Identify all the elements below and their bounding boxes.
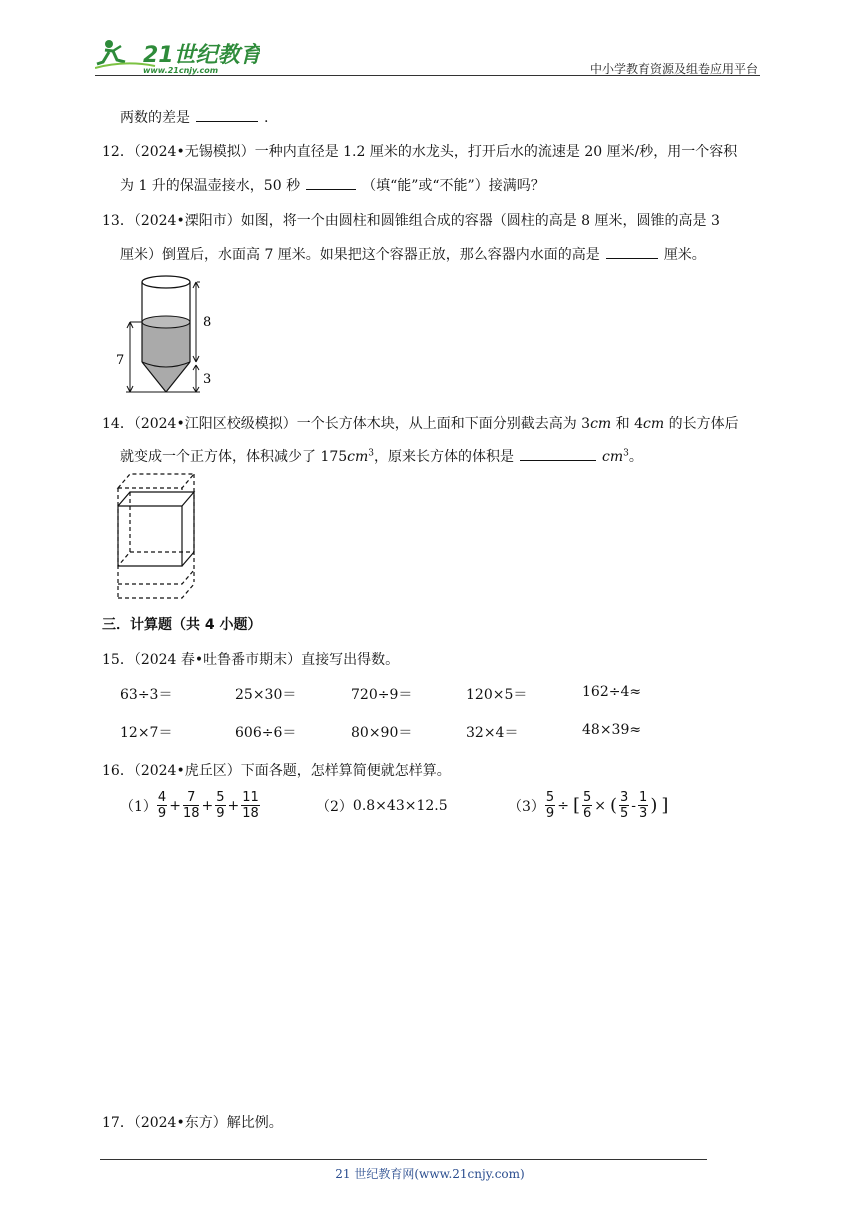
q16-part3 [508,790,670,821]
container-figure [112,270,222,398]
unit: cm [602,449,624,465]
bracket: ( [609,795,618,816]
label-h8: 8 [203,315,212,330]
fraction: $\frac{4}{9}$ [157,790,167,821]
operator: ÷ [557,797,569,814]
q16-part1 [120,790,260,821]
brand-logo [95,38,260,76]
exponent: 3 [368,448,375,459]
q15-stem: 15．（2024 春•吐鲁番市期末）直接写出得数。 [102,652,400,668]
footer-link[interactable]: 21 世纪教育网(www.21cnjy.com) [335,1167,525,1181]
calc-item: 80×90＝ [351,725,413,741]
q16-stem: 16．（2024•虎丘区）下面各题，怎样算简便就怎样算。 [102,763,451,779]
answer-blank[interactable] [196,109,258,122]
calc-item: 720÷9＝ [351,687,413,703]
q12-line1: 12．（2024•无锡模拟）一种内直径是 1.2 厘米的水龙头，打开后水的流速是 20 厘米/秒，用一个容积 [102,144,738,160]
operator: × [594,797,606,814]
fraction: $\frac{5}{9}$ [216,790,225,821]
fraction: $\frac{5}{9}$ [545,790,555,821]
calc-item: 12×7＝ [120,725,173,741]
logo-text: 21世纪教育 [143,43,260,68]
operator: - [631,797,637,814]
calc-item: 120×5＝ [466,687,528,703]
bracket: ] [661,795,669,816]
q11-tail [120,107,268,127]
part-label: （3） [508,798,545,815]
q17-stem: 17．（2024•东方）解比例。 [102,1115,283,1131]
exponent: 3 [623,448,629,459]
calc-item: 32×4＝ [466,725,519,741]
footer-divider [100,1159,707,1160]
q11-text: 两数的差是 [120,110,190,126]
calc-item: 25×30＝ [235,687,297,703]
calc-item: 162÷4≈ [582,684,642,700]
q14-text-a: 14．（2024•江阳区校级模拟）一个长方体木块，从上面和下面分别截去高为 3 [102,416,591,432]
q11-end: . [264,110,269,126]
logo-url: www.21cnjy.com [143,66,219,75]
header-tagline: 中小学教育资源及组卷应用平台 [589,62,758,76]
q14-text-e: ，原来长方体的体积是 [374,449,515,465]
calc-item: 48×39≈ [582,722,642,738]
q14-line2 [120,446,643,466]
q16-part2 [316,796,448,816]
q12-text-a: 为 1 升的保温壶接水，50 秒 [120,178,301,194]
part-label: （2） [316,799,353,815]
q13-text-b: 厘米。 [663,247,706,263]
q14-text-f: 。 [628,449,643,465]
unit: cm [590,416,612,432]
label-h3: 3 [203,372,212,387]
q14-text-b: 和 4 [611,416,643,432]
unit: cm [347,449,369,465]
calc-item: 606÷6＝ [235,725,297,741]
operator: + [169,797,181,814]
bracket: [ [572,795,580,816]
fraction: $\frac{7}{18}$ [182,790,200,821]
label-h7: 7 [116,353,125,368]
fraction: $\frac{3}{5}$ [620,790,629,821]
cuboid-figure [112,470,202,602]
q14-text-c: 的长方体后 [664,416,739,432]
header-divider [95,75,760,76]
q13-text-a: 厘米）倒置后，水面高 7 厘米。如果把这个容器正放，那么容器内水面的高是 [120,247,600,263]
q12-line2 [120,175,545,195]
answer-blank[interactable] [606,246,658,259]
q13-line1: 13．（2024•溧阳市）如图，将一个由圆柱和圆锥组合成的容器（圆柱的高是 8 厘米，圆锥的高是 3 [102,213,720,229]
q12-text-b: （填“能”或“不能”）接满吗？ [362,178,545,194]
bracket: ) [650,795,658,816]
operator: + [227,797,240,814]
fraction: $\frac{1}{3}$ [639,790,648,821]
unit: cm [643,416,665,432]
part-label: （1） [120,798,157,815]
operator: + [201,797,214,814]
answer-blank[interactable] [306,177,356,190]
fraction: $\frac{5}{6}$ [582,790,592,821]
section-title: 三．计算题（共 4 小题） [102,617,262,633]
answer-blank[interactable] [520,448,596,461]
expression: 0.8×43×12.5 [352,798,448,814]
fraction: $\frac{11}{18}$ [242,790,259,821]
q14-line1 [102,413,739,433]
calc-item: 63÷3＝ [120,687,173,703]
q13-line2 [120,244,706,264]
q14-text-d: 就变成一个正方体，体积减少了 175 [120,449,348,465]
